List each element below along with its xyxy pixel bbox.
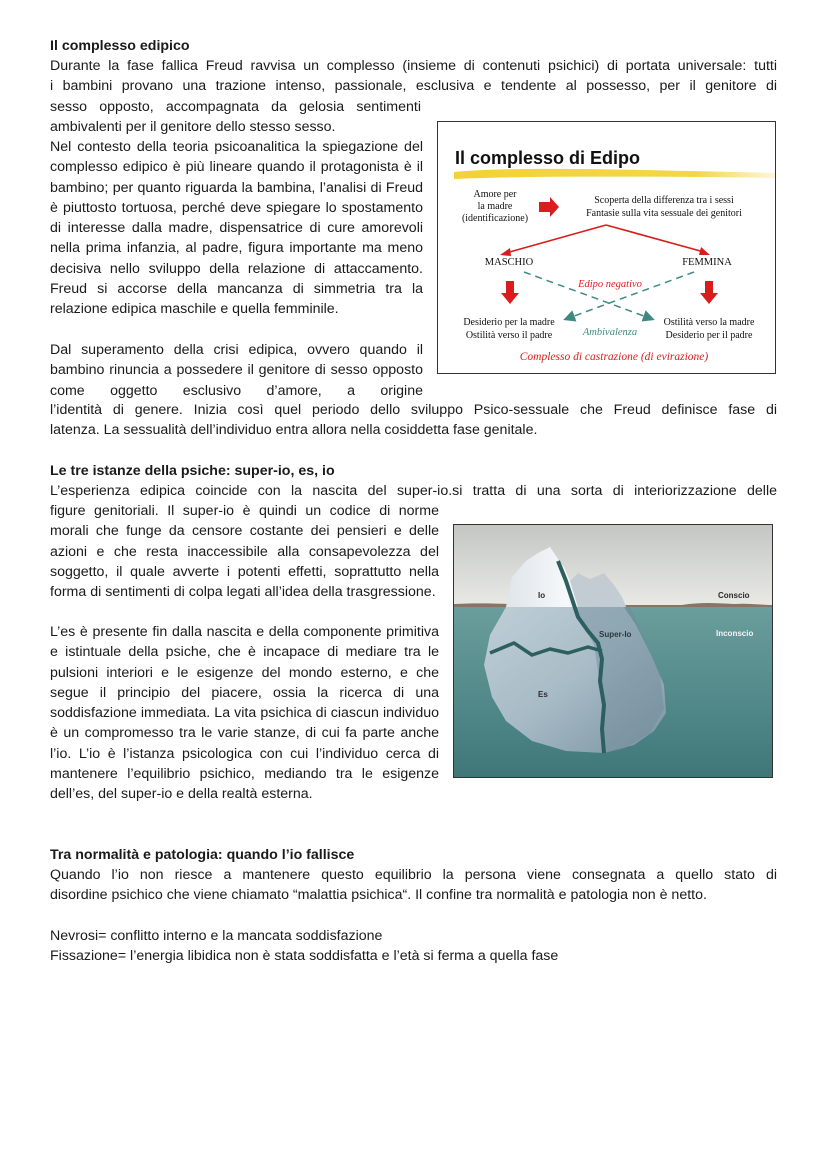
edipo-diagram-canvas — [438, 122, 775, 373]
paragraph-line: disordine psichico che viene chiamato “malattia psichica“. Il confine tra normalità e patologia non è netto. — [50, 887, 707, 903]
paragraph-super-io: figure genitoriali. Il super-io è quindi un codice di norme morali che funge da censore costante dei pensieri e delle azioni e che resta inaccessibile alla consapevolezza del soggetto, il quale avverte i potenti effetti, soprattutto nella forma di sentimenti di colpa legati all’idea della trasgressione. — [50, 503, 439, 601]
label-es: Es — [538, 690, 548, 699]
heading-normalita-patologia: Tra normalità e patologia: quando l’io fallisce — [50, 847, 355, 863]
amore-line: (identificazione) — [461, 213, 529, 224]
paragraph-es-io: L’es è presente fin dalla nascita e della componente primitiva e istintuale della psiche, che è incapace di mediare tra le pulsioni interiori e le esigenze del mondo esterno, e che segue il principio del piacere, ossia la ricerca di una soddisfazione immediata. La vita psichica di ciascun individuo è un compromesso tra le varie stanze, di cui fa parte anche l’io. L’io è l’istanza psicologica con cui l’individuo cerca di mantenere l’equilibrio psichico, mediando tra le esigenze dell’es, del super-io e della realtà esterna. — [50, 624, 439, 803]
arrow-right-icon — [539, 197, 559, 217]
arrow-to-femmina — [606, 225, 704, 252]
label-femmina: FEMMINA — [682, 257, 732, 268]
paragraph-line: l’identità di genere. Inizia così quel periodo dello sviluppo Psico-sessuale che Freud definisce fase di — [50, 402, 777, 418]
label-maschio: MASCHIO — [484, 257, 534, 268]
paragraph-line: L’esperienza edipica coincide con la nascita del super-io.si tratta di una sorta di interiorizzazione delle — [50, 483, 777, 499]
arrow-down-icon — [700, 281, 718, 304]
paragraph-line: i bambini provano una trazione intenso, passionale, esclusiva e tendente al possesso, per il genitore di — [50, 78, 777, 94]
heading-complesso-edipico: Il complesso edipico — [50, 38, 190, 54]
paragraph-line: latenza. La sessualità dell’individuo entra allora nella cosiddetta fase genitale. — [50, 422, 538, 438]
heading-tre-istanze: Le tre istanze della psiche: super-io, es, io — [50, 463, 335, 479]
paragraph-line: Quando l’io non riesce a mantenere questo equilibrio la persona viene consegnata a quello stato di — [50, 867, 777, 883]
arrowhead-icon — [500, 248, 511, 256]
arrow-to-maschio — [506, 225, 606, 253]
label-castrazione: Complesso di castrazione (di evirazione) — [519, 351, 709, 363]
amore-line: Amore per — [473, 189, 517, 200]
diagram-title: Il complesso di Edipo — [455, 148, 641, 168]
edipo-diagram — [437, 121, 776, 374]
iceberg-illustration — [453, 524, 773, 778]
iceberg-canvas — [454, 525, 772, 777]
scoperta-line: Fantasie sulla vita sessuale dei genitori — [586, 208, 742, 219]
arrowhead-icon — [699, 247, 710, 255]
right-result-line: Ostilità verso la madre — [663, 317, 755, 328]
title-underline — [454, 169, 775, 179]
label-inconscio: Inconscio — [716, 629, 754, 638]
left-result-line: Ostilità verso il padre — [465, 330, 553, 341]
paragraph-line: ambivalenti per il genitore dello stesso sesso. — [50, 119, 336, 135]
definition-fissazione: Fissazione= l’energia libidica non è stata soddisfatta e l’età si ferma a quella fase — [50, 948, 559, 964]
right-result-line: Desiderio per il padre — [665, 330, 753, 341]
left-result-line: Desiderio per la madre — [463, 317, 555, 328]
arrow-down-icon — [501, 281, 519, 304]
amore-line: la madre — [477, 201, 513, 212]
label-edipo-negativo: Edipo negativo — [578, 279, 642, 290]
label-superio: Super-Io — [599, 630, 632, 639]
label-ambivalenza: Ambivalenza — [582, 327, 638, 338]
paragraph-superamento: Dal superamento della crisi edipica, ovvero quando il bambino rinuncia a possedere il genitore di sesso opposto come oggetto esclusivo d’amore, a origine — [50, 342, 423, 399]
definition-nevrosi: Nevrosi= conflitto interno e la mancata soddisfazione — [50, 928, 383, 944]
paragraph-line: sesso opposto, accompagnata da gelosia sentimenti — [50, 99, 421, 115]
scoperta-line: Scoperta della differenza tra i sessi — [594, 195, 734, 206]
label-conscio: Conscio — [718, 591, 750, 600]
paragraph-freud-spiegazione: Nel contesto della teoria psicoanalitica la spiegazione del complesso edipico è più lineare quando il protagonista è il bambino; per quanto riguarda la bambina, l’analisi di Freud è piuttosto tortuosa, perché deve spiegare lo spostamento di interesse dalla madre, dispensatrice di cure amorevoli nella prima infanzia, al padre, figura importante ma meno decisiva nello sviluppo della relazione di attaccamento. Freud si accorse della mancanza di simmetria tra la relazione edipica maschile e quella femminile. — [50, 139, 423, 318]
paragraph-line: Durante la fase fallica Freud ravvisa un complesso (insieme di contenuti psichici) di portata universale: tutti — [50, 58, 777, 74]
label-io: Io — [538, 591, 546, 600]
